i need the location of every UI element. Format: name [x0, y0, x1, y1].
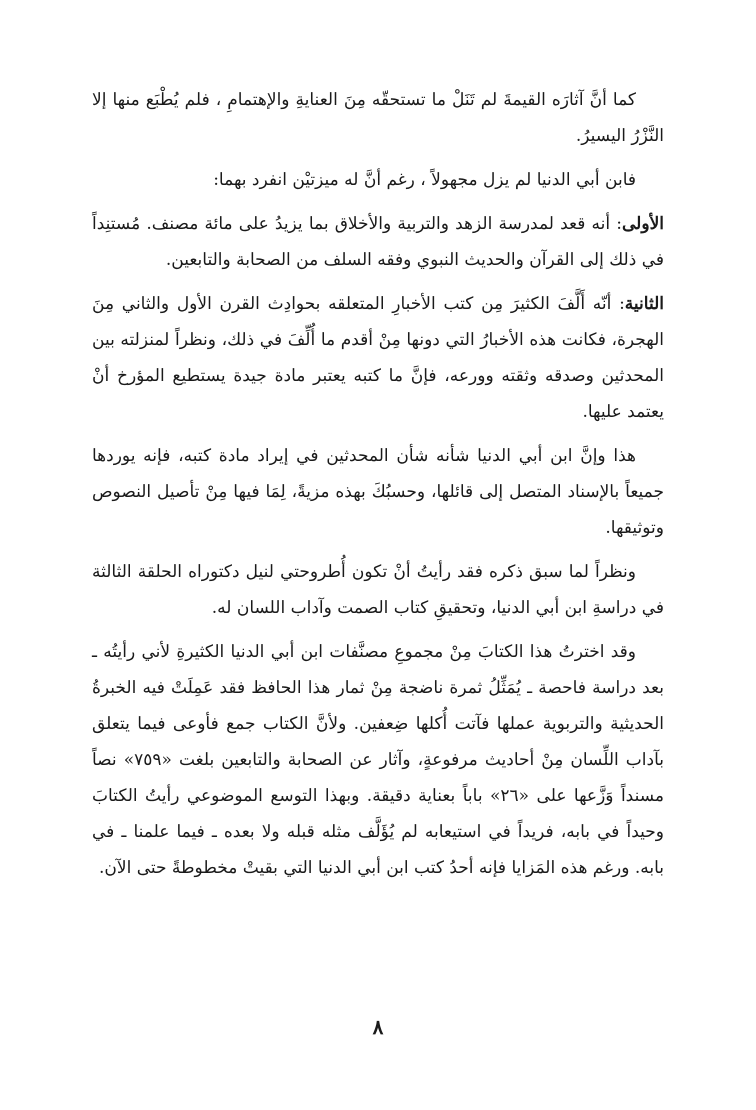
paragraph-3 [92, 206, 664, 278]
paragraph-3-lead: الأولى [622, 214, 664, 234]
page-body [92, 82, 664, 894]
paragraph-5 [92, 438, 664, 546]
paragraph-6 [92, 554, 664, 626]
paragraph-5-text: هذا وإنَّ ابن أبي الدنيا شأنه شأن المحدثين في إيراد مادة كتبه، فإنه يوردها جميعاً بالإسناد المتصل إلى قائلها، وحسبُكَ بهذه مزيةً، لِمَا فيها مِنْ تأصيل النصوص وتوثيقها. [92, 446, 664, 538]
paragraph-4-lead: الثانية [624, 294, 664, 314]
paragraph-3-text: : أنه قعد لمدرسة الزهد والتربية والأخلاق بما يزيدُ على مائة مصنف. مُستنِداً في ذلك إلى القرآن والحديث النبوي وفقه السلف من الصحابة والتابعين. [92, 214, 664, 270]
paragraph-1 [92, 82, 664, 154]
paragraph-2 [92, 162, 664, 198]
paragraph-1-text: كما أنَّ آثارَه القيمةَ لم تَنَلْ ما تستحقّه مِنَ العنايةِ والإهتمامِ ، فلم يُطْبَع منها إلا النَّزْرُ اليسيرُ. [92, 90, 664, 146]
paragraph-4 [92, 286, 664, 430]
paragraph-4-text: : أنّه أَلَّفَ الكثيرَ مِن كتب الأخبارِ المتعلقه بحوادِث القرن الأول والثاني مِنَ الهجرة، فكانت هذه الأخبارُ التي دونها مِنْ أقدم ما أُلِّفَ في ذلك، ونظراً لمنزلته بين المحدثين وصدقه وثقته وورعه، فإنَّ ما كتبه يعتبر مادة جيدة يستطيع المؤرخ أنْ يعتمد عليها. [92, 294, 664, 422]
paragraph-7-text: وقد اخترتُ هذا الكتابَ مِنْ مجموعِ مصنَّفات ابن أبي الدنيا الكثيرةِ لأني رأيتُه ـ بعد دراسة فاحصة ـ يُمَثِّلُ ثمرة ناضجة مِنْ ثمار هذا الحافظ فقد عَمِلَتْ فيه الخبرةُ الحديثية والتربوية عملها فآتت أُكلها ضِعفين. ولأنَّ الكتاب جمع فأوعى فيما يتعلق بآداب اللِّسان مِنْ أحاديث مرفوعةٍ، وآثار عن الصحابة والتابعين بلغت «٧٥٩» نصاً مسنداً وَزَّعها على «٢٦» باباً بعناية دقيقة. وبهذا التوسع الموضوعي رأيتُ الكتابَ وحيداً في بابه، فريداً في استيعابه لم يُؤَلَّف مثله قبله ولا بعده ـ فيما علمنا ـ في بابه. ورغم هذه المَزايا فإنه أحدُ كتب ابن أبي الدنيا التي بقيتْ مخطوطةً حتى الآن. [92, 642, 664, 878]
paragraph-7 [92, 634, 664, 886]
paragraph-2-text: فابن أبي الدنيا لم يزل مجهولاً ، رغم أنَّ له ميزتيْن انفرد بهما: [213, 170, 636, 190]
paragraph-6-text: ونظراً لما سبق ذكره فقد رأيتُ أنْ تكون أُطروحتي لنيل دكتوراه الحلقة الثالثة في دراسةِ ابن أبي الدنيا، وتحقيقِ كتاب الصمت وآداب اللسان له. [92, 562, 664, 618]
page-number: ٨ [372, 1015, 384, 1039]
